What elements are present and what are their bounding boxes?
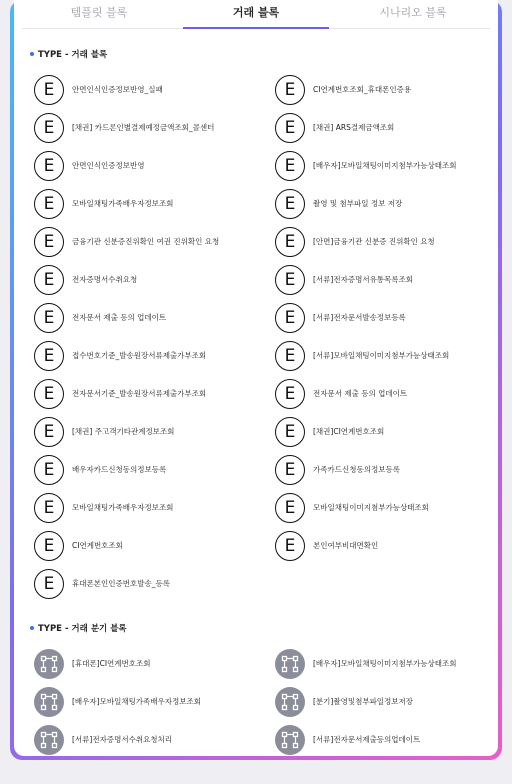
transaction-block-item[interactable]	[34, 113, 234, 145]
e-icon: E	[34, 379, 64, 409]
block-label: [채권] ARS결제금액조회	[313, 123, 395, 132]
branch-block-item[interactable]	[275, 725, 475, 756]
branch-block-item[interactable]	[34, 687, 234, 719]
tab-bar	[22, 0, 490, 29]
transaction-block-item[interactable]	[275, 113, 475, 145]
e-icon: E	[34, 569, 64, 599]
e-icon: E	[34, 303, 64, 333]
e-icon: E	[275, 417, 305, 447]
block-label: 전자문서 제출 등의 업데이트	[313, 389, 408, 398]
transaction-block-item[interactable]	[275, 531, 475, 563]
block-label: [배우자]모바일채팅이미지첨부가능상태조회	[313, 659, 457, 668]
e-icon: E	[34, 455, 64, 485]
block-label: 배우자카드신청동의정보등록	[72, 465, 167, 474]
block-label: 모바일채팅이미지첨부가능상태조회	[313, 503, 429, 512]
e-icon: E	[34, 151, 64, 181]
transaction-block-item[interactable]	[275, 455, 475, 487]
e-icon: E	[275, 113, 305, 143]
transaction-block-item[interactable]	[34, 303, 234, 335]
section-title-branch: TYPE - 거래 분기 블록	[30, 622, 127, 634]
bullet-dot-icon	[30, 52, 34, 56]
transaction-block-item[interactable]	[34, 455, 234, 487]
e-icon: E	[34, 189, 64, 219]
block-label: [서류]전자문서발송정보등록	[313, 313, 406, 322]
transaction-block-item[interactable]	[34, 417, 234, 449]
branch-icon	[275, 725, 305, 755]
e-icon: E	[275, 493, 305, 523]
e-icon: E	[275, 151, 305, 181]
block-label: 휴대폰본인인증번호발송_등록	[72, 579, 170, 588]
branch-icon	[275, 649, 305, 679]
block-label: [안면]금융기관 신분증 진위확인 요청	[313, 237, 435, 246]
branch-icon	[275, 687, 305, 717]
branch-icon	[34, 649, 64, 679]
e-icon: E	[275, 189, 305, 219]
tab-scenario-blocks[interactable]: 시나리오 블록	[379, 6, 447, 19]
block-label: 안면인식인증정보반영_실패	[72, 85, 163, 94]
block-label: 촬영 및 첨부파일 정보 저장	[313, 199, 403, 208]
block-label: [채권] 카드론인별결제예정금액조회_콜센터	[72, 123, 215, 132]
e-icon: E	[34, 341, 64, 371]
block-label: 전자증명서수취요청	[72, 275, 138, 284]
section-title-transaction: TYPE - 거래 블록	[30, 48, 107, 60]
transaction-block-item[interactable]	[34, 341, 234, 373]
block-label: 모바일채팅가족배우자정보조회	[72, 199, 174, 208]
block-label: [서류]전자문서제출등의업데이트	[313, 735, 421, 744]
e-icon: E	[275, 531, 305, 561]
e-icon: E	[34, 493, 64, 523]
block-label: [서류]전자증명서유통목록조회	[313, 275, 414, 284]
e-icon: E	[34, 75, 64, 105]
block-label: 안면인식인증정보반영	[72, 161, 145, 170]
tab-transaction-blocks[interactable]: 거래 블록	[183, 0, 329, 29]
e-icon: E	[275, 227, 305, 257]
transaction-block-item[interactable]	[34, 151, 234, 183]
transaction-block-item[interactable]	[34, 569, 234, 601]
e-icon: E	[34, 417, 64, 447]
block-label: 금융기관 신분증진위확인 여권 진위확인 요청	[72, 237, 220, 246]
e-icon: E	[275, 303, 305, 333]
branch-block-item[interactable]	[34, 725, 234, 756]
e-icon: E	[34, 227, 64, 257]
transaction-block-item[interactable]	[275, 493, 475, 525]
e-icon: E	[275, 341, 305, 371]
block-label: [휴대폰]CI연계번호조회	[72, 659, 151, 668]
transaction-block-item[interactable]	[34, 493, 234, 525]
block-label: 가족카드신청동의정보등록	[313, 465, 400, 474]
block-label: [배우자]모바일채팅이미지첨부가능상태조회	[313, 161, 457, 170]
tab-template-blocks[interactable]: 템플릿 블록	[70, 6, 128, 19]
transaction-block-item[interactable]	[34, 227, 234, 259]
transaction-block-item[interactable]	[275, 75, 475, 107]
branch-block-item[interactable]	[275, 649, 475, 681]
transaction-block-item[interactable]	[275, 227, 475, 259]
transaction-block-item[interactable]	[275, 341, 475, 373]
bullet-dot-icon	[30, 626, 34, 630]
transaction-block-item[interactable]	[275, 265, 475, 297]
e-icon: E	[34, 113, 64, 143]
e-icon: E	[34, 265, 64, 295]
block-label: [서류]전자증명서수취요청처리	[72, 735, 173, 744]
block-palette-panel	[14, 0, 498, 756]
transaction-block-item[interactable]	[34, 189, 234, 221]
block-label: 접수번호기준_발송원장서류제출가부조회	[72, 351, 207, 360]
branch-icon	[34, 687, 64, 717]
transaction-block-item[interactable]	[34, 265, 234, 297]
e-icon: E	[275, 379, 305, 409]
branch-block-item[interactable]	[34, 649, 234, 681]
e-icon: E	[275, 75, 305, 105]
block-label: [채권] 주고객기타관계정보조회	[72, 427, 175, 436]
e-icon: E	[275, 455, 305, 485]
transaction-block-item[interactable]	[275, 379, 475, 411]
block-label: 본인여부비대면확인	[313, 541, 379, 550]
block-label: [서류]모바일채팅이미지첨부가능상태조회	[313, 351, 450, 360]
transaction-block-item[interactable]	[275, 417, 475, 449]
block-label: [배우자]모바일채팅가족배우자정보조회	[72, 697, 202, 706]
transaction-block-item[interactable]	[34, 531, 234, 563]
block-label: CI연계번호조회_휴대폰인증용	[313, 85, 412, 94]
transaction-block-item[interactable]	[275, 189, 475, 221]
block-label: 전자문서기준_발송원장서류제출가부조회	[72, 389, 207, 398]
e-icon: E	[275, 265, 305, 295]
transaction-block-item[interactable]	[34, 379, 234, 411]
transaction-block-item[interactable]	[34, 75, 234, 107]
block-label: 전자문서 제출 등의 업데이트	[72, 313, 167, 322]
e-icon: E	[34, 531, 64, 561]
block-label: CI연계번호조회	[72, 541, 123, 550]
block-label: [분기]촬영및첨부파일정보저장	[313, 697, 414, 706]
block-label: 모바일채팅가족배우자정보조회	[72, 503, 174, 512]
block-label: [채권]CI연계번호조회	[313, 427, 385, 436]
branch-icon	[34, 725, 64, 755]
transaction-block-item[interactable]	[275, 303, 475, 335]
transaction-block-item[interactable]	[275, 151, 475, 183]
branch-block-item[interactable]	[275, 687, 475, 719]
